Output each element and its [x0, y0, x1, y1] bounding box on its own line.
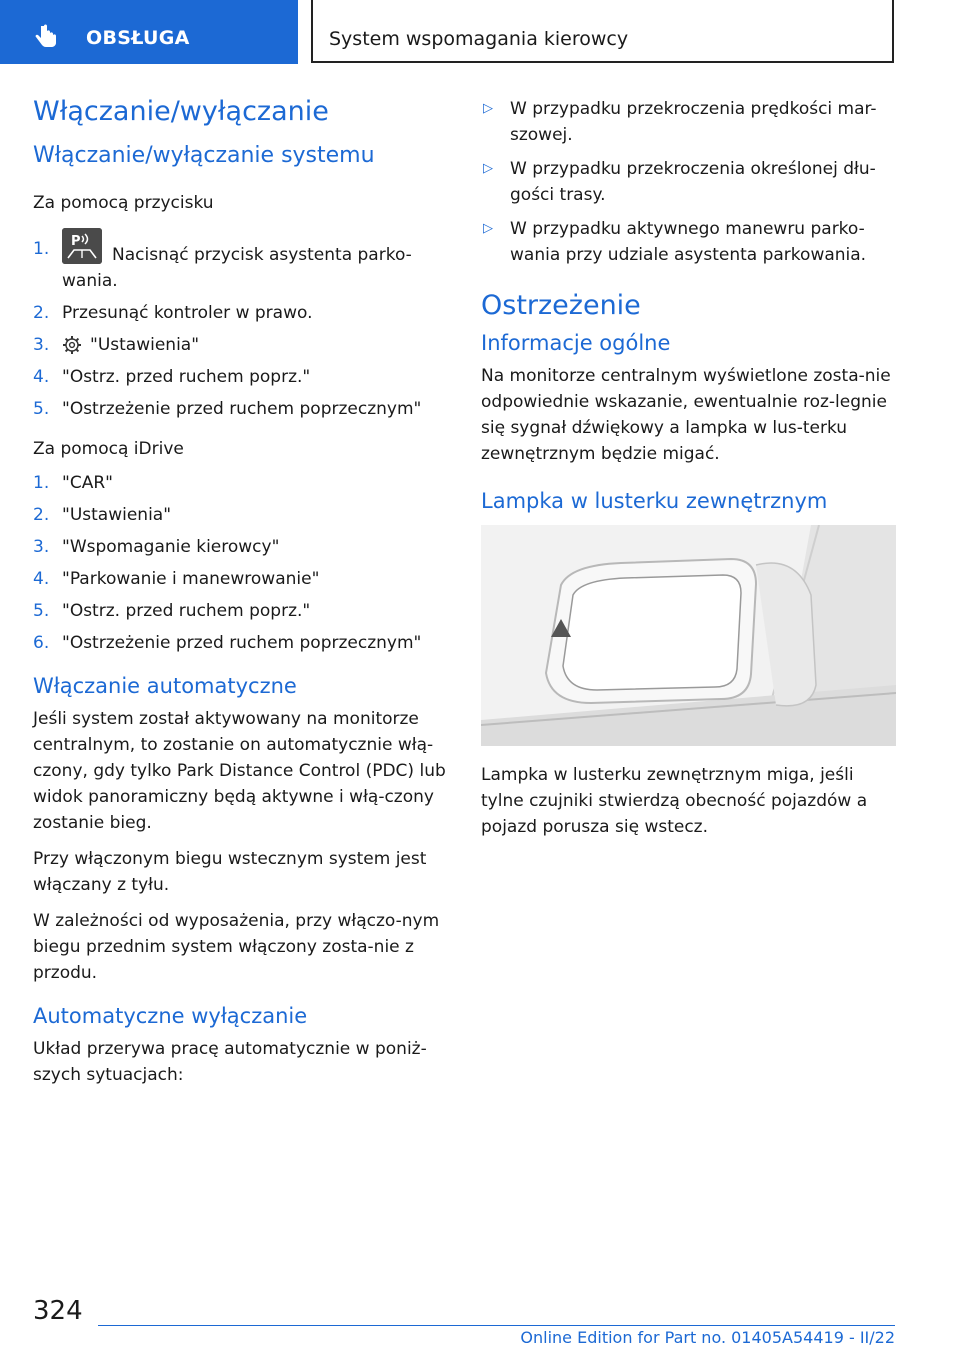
heading-auto-off: Automatyczne wyłączanie — [33, 1004, 308, 1028]
list-item: 2. "Ustawienia" — [33, 505, 172, 525]
side-mirror-illustration — [481, 525, 896, 746]
list-item: 5. "Ostrzeżenie przed ruchem poprzecznym" — [33, 399, 422, 419]
paragraph: Przy włączonym biegu wstecznym system jest włączany z tyłu. — [33, 849, 427, 895]
heading-warning: Ostrzeżenie — [481, 290, 641, 321]
idrive-steps — [33, 470, 453, 656]
footer-divider — [98, 1325, 895, 1326]
section-tab — [0, 0, 298, 64]
heading-general-info: Informacje ogólne — [481, 331, 671, 355]
section-label: OBSŁUGA — [86, 27, 190, 49]
list-item: 2. Przesunąć kontroler w prawo. — [33, 303, 313, 323]
idrive-method-label: Za pomocą iDrive — [33, 439, 184, 459]
page-number: 324 — [33, 1296, 83, 1326]
list-item: 3. "Wspomaganie kierowcy" — [33, 537, 280, 557]
list-item: ▷ W przypadku przekroczenia określonej dłu-gości trasy. — [481, 156, 896, 208]
chapter-title-box — [311, 0, 894, 63]
list-item: 1. "CAR" — [33, 473, 113, 493]
heading-on-off: Włączanie/wyłączanie — [33, 96, 329, 127]
list-item: 6. "Ostrzeżenie przed ruchem poprzecznym" — [33, 633, 422, 653]
edition-info: Online Edition for Part no. 01405A54419 - II/22 — [520, 1328, 895, 1347]
gear-icon — [62, 335, 82, 355]
heading-auto-on: Włączanie automatyczne — [33, 674, 297, 698]
chapter-title: System wspomagania kierowcy — [329, 28, 629, 50]
triangle-bullet-icon: ▷ — [483, 221, 493, 236]
right-column — [481, 96, 896, 850]
parking-assistant-button-icon — [62, 228, 102, 264]
paragraph: Na monitorze centralnym wyświetlone zosta-nie odpowiednie wskazanie, ewentualnie roz-legnie się sygnał dźwiękowy a lampka w lus-terku zewnętrznym będzie migać. — [481, 366, 891, 464]
list-item: ▷ W przypadku aktywnego manewru parko-wania przy udziale asystenta parkowania. — [481, 216, 896, 268]
list-item: 5. "Ostrz. przed ruchem poprz." — [33, 601, 311, 621]
button-method-label: Za pomocą przycisku — [33, 193, 214, 213]
list-item: ▷ W przypadku przekroczenia prędkości mar-szowej. — [481, 96, 896, 148]
heading-mirror-lamp: Lampka w lusterku zewnętrznym — [481, 489, 828, 513]
list-item: 4. "Parkowanie i manewrowanie" — [33, 569, 320, 589]
left-column — [33, 96, 453, 1098]
triangle-bullet-icon: ▷ — [483, 161, 493, 176]
triangle-bullet-icon: ▷ — [483, 101, 493, 116]
button-steps — [33, 236, 453, 422]
list-item: 3. "Ustawienia" — [33, 335, 200, 355]
page-header — [0, 0, 960, 66]
paragraph: Układ przerywa pracę automatycznie w poniż-szych sytuacjach: — [33, 1039, 427, 1085]
paragraph: Lampka w lusterku zewnętrznym miga, jeśli tylne czujniki stwierdzą obecność pojazdów a pojazd porusza się wstecz. — [481, 765, 868, 837]
auto-off-conditions — [481, 96, 896, 268]
hand-pointer-icon — [30, 22, 60, 52]
list-item: 4. "Ostrz. przed ruchem poprz." — [33, 367, 311, 387]
heading-system-on-off: Włączanie/wyłączanie systemu — [33, 143, 375, 168]
list-item: 1. P Nacisnąć przycisk asystenta parko-wania. — [33, 236, 453, 294]
paragraph: W zależności od wyposażenia, przy włączo-nym biegu przednim system włączony zosta-nie z przodu. — [33, 911, 440, 983]
svg-text:P: P — [71, 234, 81, 249]
paragraph: Jeśli system został aktywowany na monitorze centralnym, to zostanie on automatycznie włą-czony, gdy tylko Park Distance Control (PDC) lub widok panoramiczny będą aktywne i włą-czony zostanie bieg. — [33, 709, 446, 833]
